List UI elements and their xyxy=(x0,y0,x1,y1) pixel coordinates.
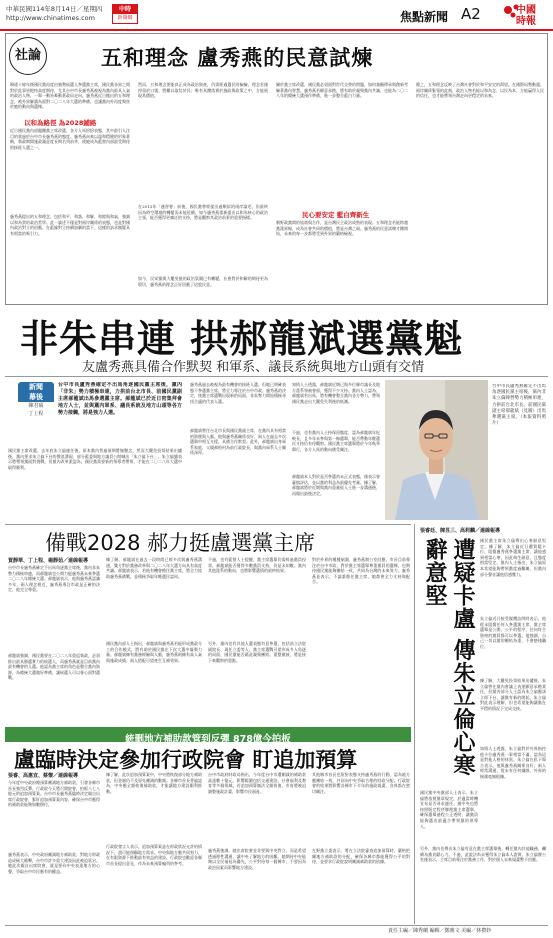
section-rule xyxy=(5,524,411,525)
right-body: 國民黨主席朱立倫傳出心寒辭意堅定。據了解，朱立倫近日遭質疑卡位、阻擋盧秀燕參選黨主席，讓他感到相當心寒，因此萌生辭意，且態度相當堅定。黨內人士指出，朱立倫原本希望能夠帶領黨度過難關，但黨內部分聲音讓他倍感壓力。 xyxy=(480,538,546,577)
portrait-image xyxy=(385,380,488,520)
main-body: 知情人士透露，郝龍斌近期已與多位縣市議長及地方派系領袖會面，獲得不少支持。黨內人士認為，郝龍斌若出馬，將有機會整合黨內各方勢力，帶領國民黨走出大罷免失利後的低潮。 xyxy=(292,382,380,404)
headline-rule xyxy=(5,376,548,377)
paper-logo xyxy=(500,2,548,28)
budget-body: 據了解，此次追加預算案中，中央將恢復部分地方補助款，但金額仍不及原先刪減的數額。各縣市首長普遍認為，中央應全額恢復補助款，才能讓地方建設順利推動。 xyxy=(106,772,202,794)
photo-caption: 台中市長盧秀燕確定不出馬角逐國民黨主席後，黨內非朱立倫陣營勢力積極串連，力拱前台北市長、前國民黨副主席郝龍斌（見圖）出馬參選黨主席。（本報資料照片） xyxy=(492,384,546,427)
editorial-para: 然而，五和理念要能真正成為政治資產，仍需經過選民的檢驗。理念若僅停留於口號，將難以取信於民；唯有具體落實於施政與政策之中，方能展現其價值。 xyxy=(138,82,268,99)
sub2-headline: 備戰2028 郝力挺盧選黨主席 xyxy=(45,531,316,555)
page-number: A2 xyxy=(461,5,481,23)
main-photo xyxy=(385,380,488,520)
budget-body: 盧秀燕強調，她出席院會並非要與中央對立，而是希望透過理性溝通，讓中央了解地方的困難。她期待中央能夠以全民福祉為優先，公平對待每一個縣市，不要因為政治因素而影響地方建設。 xyxy=(208,848,306,870)
badge-line2: 幕後 xyxy=(18,392,54,402)
right-headline: 遭疑卡盧 傳朱立倫心寒辭意堅 xyxy=(422,538,475,777)
badge-reporter: 陳君碩 xyxy=(28,403,44,409)
sub2-body: 國民黨內部人士指出，郝龍斌與盧秀燕若能形成黨政分工的合作模式，將有助於國民黨在下次大選中凝聚力量。郝龍斌擁有黨務經驗與人脈，盧秀燕則擁有高人氣與施政成績，兩人搭配可望產生互補效果。 xyxy=(106,641,202,663)
main-body: 國民黨主席改選，去年底朱立倫連任後，原本黨內普遍預期將無懸念，然而大罷免投票結果出爐後，黨內要求朱立倫下台的聲浪湧現，部分藍委與地方議員公開喊出「朱立倫下台」。朱立倫雖表示將帶領黨面對挑戰，但黨內改革派認為，國民黨需要新的領導者帶領，才能在二〇二八年大選中取得勝利。 xyxy=(8,448,182,470)
editorial-subhead: 民心要安定 藍白齊新生 xyxy=(302,211,370,219)
editorial-para: 睽違十餘年後國民黨再度由強勢候選人參選黨主席，國民黨各界之間對於此事皆抱持高度期待，尤其台中市長盧秀燕被視為黨內最具人氣的政治人物，一舉一動皆牽動著政局走向。盧秀燕近日拋出的五和理念，被外界解讀為面對二〇二八年大選的準備，也讓黨內外再度聚焦於她的動向與選擇。 xyxy=(10,82,130,110)
editorial-para: 關於黨主席改選，國民黨必須面對世代交替的問題，如何兼顧傳承與創新考驗著黨內智慧。盧秀燕若願意承擔，將有助於凝聚黨內共識，也能為二〇二八年的總統大選預作準備，進一步整合藍白力量。 xyxy=(276,82,408,99)
editorial-title: 五和理念 盧秀燕的民意試煉 xyxy=(101,46,374,70)
main-subhead: 友盧秀燕具備合作默契 和軍系、議長系統與地方山頭有交情 xyxy=(82,360,425,375)
sub2-body: 據了解，郝龍斌在過去一段時間已經多次與盧秀燕溝通，雙方對於黨務改革與二〇二八年大選方向具有高度共識。郝龍斌表示，若他有機會擔任黨主席，將全力協助盧秀燕備戰，並積極爭取年輕選民認同。 xyxy=(106,557,202,579)
paper-name: 中國時報 xyxy=(516,5,536,27)
budget-body: 在野黨立委表示，將在立法院審查追加預算時，嚴格把關地方補助款的分配，確保各縣市都能獲得公平的對待，並要求行政院說明刪減補助款的依據。 xyxy=(312,848,410,865)
budget-banner xyxy=(5,727,411,745)
editorial-subhead: 以和為路徑 為2028鋪路 xyxy=(24,119,97,127)
main-body: 不過，也有黨內人士持保留態度，認為郝龍斌年紀較長，且多年未參與第一線選舉，能否帶動年輕選民支持仍有待觀察。國民黨主席選舉將於今年秋季舉行，各方人馬的動向備受關注。 xyxy=(292,430,380,452)
budget-reporters: 張睿、高惠宜、蔡懷／連線報導 xyxy=(8,773,79,779)
badge-reporter: 丁上程 xyxy=(28,411,44,417)
right-reporters: 張睿廷、陳昱三、高莉麟／連線報導 xyxy=(420,528,501,534)
editorial-para: 如今，民眾黨與大罷免後的政治氛圍已有轉變，社會對於和解的期待更為殷切，盧秀燕的理念正好回應了這股民意。 xyxy=(138,276,268,287)
budget-body: 其他縣市首長也紛紛表態支持盧秀燕的行動，認為地方應團結一致，共同向中央爭取合理的財政分配。行政院會的結果將影響各縣市下半年的施政規畫，各界都在密切關注。 xyxy=(312,772,410,794)
sub2-body: 郝龍斌強調，國民黨要在二〇二八年重返執政，必須推出最具勝選實力的候選人，而盧秀燕就是目前黨內最有機會的人選。他認為黨主席的角色是整合黨內資源，為總統大選做好準備，讓候選人可以專心面對選戰。 xyxy=(8,653,100,681)
main-body: 盧秀燕過去被視為最有機會的接班人選，但她已明確表態不參選黨主席，將全力專注於台中市政。盧秀燕的決定，使黨主席選戰出現新的局面，非朱勢力開始積極尋找合適的代表人選。 xyxy=(190,382,286,404)
main-lead: 台中市長盧秀燕確定不出馬角逐國民黨主席後，黨內「非朱」勢力積極串連，力拱前台北市長、前國民黨副主席郝龍斌出馬參選黨主席。郝龍斌已於近日密集拜會地方人士，並與黨內軍系、議長系統及地方山頭等各方勢力接觸，將是強力人選。 xyxy=(58,382,182,416)
site-logo-bottom: 新聞網 xyxy=(117,15,133,21)
main-headline xyxy=(20,308,463,363)
budget-body: 行政院發言人表示，追加預算案是在財政狀況允許的情況下，盡可能照顧地方需求。中央與地方應共同努力，在有限資源下推動最有效益的建設。行政院也歡迎各縣市首長提出意見，作為未來預算編列的參考。 xyxy=(106,844,202,866)
editorial-logo xyxy=(9,37,47,75)
budget-body: 盧秀燕表示，中央政府刪減地方補助款，對地方財政造成極大衝擊，台中市許多重大建設因此被迫延宕。她此次親自出席院會，就是要向中央表達地方的心聲，爭取台中市民應有的權益。 xyxy=(8,852,100,874)
budget-body: 台中市政府財政局指出，今年度台中市遭刪減的補助款高達數十億元，影響範圍包括交通建設、社會福利及教育等多個領域。若追加預算無法全額恢復，市府將被迫調整施政計畫，影響市民福祉。 xyxy=(208,772,306,794)
right-body: 國民黨中央黨部人士表示，朱立倫將依照黨章規定，於適當時機宣布是否尋求連任。黨中央也將按照既定程序辦理黨主席選舉，確保選舉過程公正透明，讓黨員能夠選出最適合帶領黨的領導人。 xyxy=(420,790,478,829)
budget-body: 今年度中央政府總預算刪減地方補助款，引發各縣市首長強烈反彈。行政院今天將召開院會，拍板八七八億元的追加預算案。台中市長盧秀燕臨時決定親自出席行政院會，緊盯追加預算案內容，確保台中市應得的補助款能夠如數撥付。 xyxy=(8,780,100,808)
right-body: 據了解，大罷免投票結果出爐後，朱立倫曾在黨內會議上表達願意承擔責任，但黨內部分人士認為朱立倫應該立即下台，讓黨有新的開始。朱立倫對此表示理解，但也希望能夠讓黨在平穩的情況下完成交接。 xyxy=(480,678,546,711)
right-body: 朱立倫近日接受媒體訪問時表示，他從未阻擋任何人參選黨主席，黨主席選舉是公開、公平的程序，任何符合資格的黨員都可以參選。他強調，自己一切以黨的團結為重，不會戀棧職位。 xyxy=(480,616,546,649)
main-body: 郝龍斌本人對於是否參選尚未正式表態，僅表示會審慎評估，並以黨的利益為最優先考量。據了解，郝龍斌將於近期與黨內重量級人士進一步溝通後，再做出最後決定。 xyxy=(292,474,380,496)
masthead-date: 中華民國114年8月14日／星期四 xyxy=(6,5,103,13)
editorial-para: 近日國民黨內部醞釀黨主席改選，各方人馬紛紛表態，其中最引人注目的莫過於台中市長盧秀燕的態度。盧秀燕向來以溫和穩健的形象著稱，執政期間施政滿意度長期名列前茅，使她成為藍營內部最受期待的接班人選之一。 xyxy=(10,128,130,150)
column-rule xyxy=(414,524,415,924)
main-body: 郝龍斌曾任台北市長與國民黨副主席，在黨內具有相當的資歷與人脈。他與盧秀燕關係良好，兩人在過去多次選舉中相互支援，具備合作默契。此外，郝龍斌出身軍系家庭，父親郝柏村為前行政院長，與黨內軍系人士關係深厚。 xyxy=(190,428,286,456)
masthead-url[interactable]: http://www.chinatimes.com xyxy=(6,14,95,22)
masthead-rule xyxy=(0,29,553,31)
sub2-reporters: 賀靜華、丁上程、楊靜茹／連線報導 xyxy=(8,558,89,564)
budget-headline: 盧臨時決定參加行政院會 盯追加預算 xyxy=(14,748,358,772)
footer-rule xyxy=(5,925,548,926)
site-logo xyxy=(112,4,138,24)
editorial-para: 盧秀燕提出的五和理念，包括和平、和諧、和解、和睦與和氣，強調以和為貴的政治哲學。此一論述不僅是對兩岸關係的表態，也是對國內政治對立的回應。在藍綠對立持續加劇的當下，這樣的訴求無疑具有相當的吸引力。 xyxy=(10,214,130,236)
right-body: 另外，黨內也傳出朱立倫有意在黨主席選舉後，轉任黨內其他職務，繼續為黨貢獻心力。不過，此說法尚未獲得朱立倫本人證實。朱立倫辦公室僅表示，主席目前專注於黨務工作，對於個人未來規畫暫不回應。 xyxy=(420,846,546,863)
sub2-body: 對於外界的種種揣測，盧秀燕辦公室回應，市長目前專注於台中市政，對於黨主席選舉尊重黨員的選擇，也期待國民黨能夠團結一致，共同為台灣的未來努力。盧秀燕並表示，不論誰擔任黨主席，她都會全力支持與配合。 xyxy=(312,557,410,585)
badge-line1: 新聞 xyxy=(18,382,54,392)
main-body: 另外，黨內也有其他人選表態有意參選，包括前立法院副院長、現任立委等人。黨主席選戰可望形成多人角逐的局面，國民黨能否藉此凝聚團結、重整旗鼓，將是接下來觀察的重點。 xyxy=(208,641,306,663)
main-headline-text: 非朱串連 拱郝龍斌選黨魁 xyxy=(20,317,464,361)
editorial-logo-text: 社論 xyxy=(14,48,41,63)
editorial-para: 朝野政黨間的協商與合作，是台灣民主政治成熟的表現。五和理念若能跨越黨派界線，成為社會共同的價值，將是台灣之福。盧秀燕的民意試煉才剛開始，未來的每一步都將受到外界的嚴格檢視。 xyxy=(276,220,408,237)
editorial-para: 總之，五和理念反映了台灣社會對於和平安定的渴望。在國際局勢動盪、兩岸關係緊張的此刻，政治人物若能以和為念、以民為本，方能贏得人民的信任，也才能帶領台灣走向更穩定的未來。 xyxy=(416,82,544,99)
sub2-body: 台中市長盧秀燕確定不出馬角逐黨主席後，黨內非朱勢力積極串連，而郝龍斌也公開力挺盧秀燕未來參選二〇二八年總統大選。郝龍斌表示，他與盧秀燕認識多年，兩人理念相近，盧秀燕專注市政是正確的決定，他完全尊重。 xyxy=(8,565,100,593)
footer-credits: 責任主編／陳秀蘭 編輯／鄭雅文 美編／林禮妙 xyxy=(388,928,492,934)
news-badge xyxy=(18,382,54,434)
editorial-box xyxy=(5,33,548,305)
budget-banner-text: 統刪地方補助款管到反彈 878億今拍板 xyxy=(125,734,291,745)
section-name: 焦點新聞 xyxy=(400,10,449,24)
right-body: 知情人士透露，朱立倫對於外界指控他卡位盧秀燕一事相當不滿，認為這是對他人格的抹黑。朱立倫在私下場合表示，他與盧秀燕關係良好，兩人經常溝通，從未有任何嫌隙，外界的揣測毫無根據。 xyxy=(480,746,546,779)
site-logo-top: 中時 xyxy=(113,5,137,14)
sub2-body: 不過，也有藍營人士提醒，黨主席選舉仍需經過黨員投票，郝龍斌能否獲得多數黨員支持，仍是未知數。黨內其他派系的動向，也將影響選情的最終結果。 xyxy=(208,557,306,574)
editorial-para: 在2013年「連習會」前後，國民黨曾經提出過類似的兩岸論述，但最終因為時空環境的轉變而未能延續。如今盧秀燕重新提出以和為核心的政治主張，能否獲得更廣泛的支持，將是觀察其政治前景的重要指標。 xyxy=(138,204,268,221)
